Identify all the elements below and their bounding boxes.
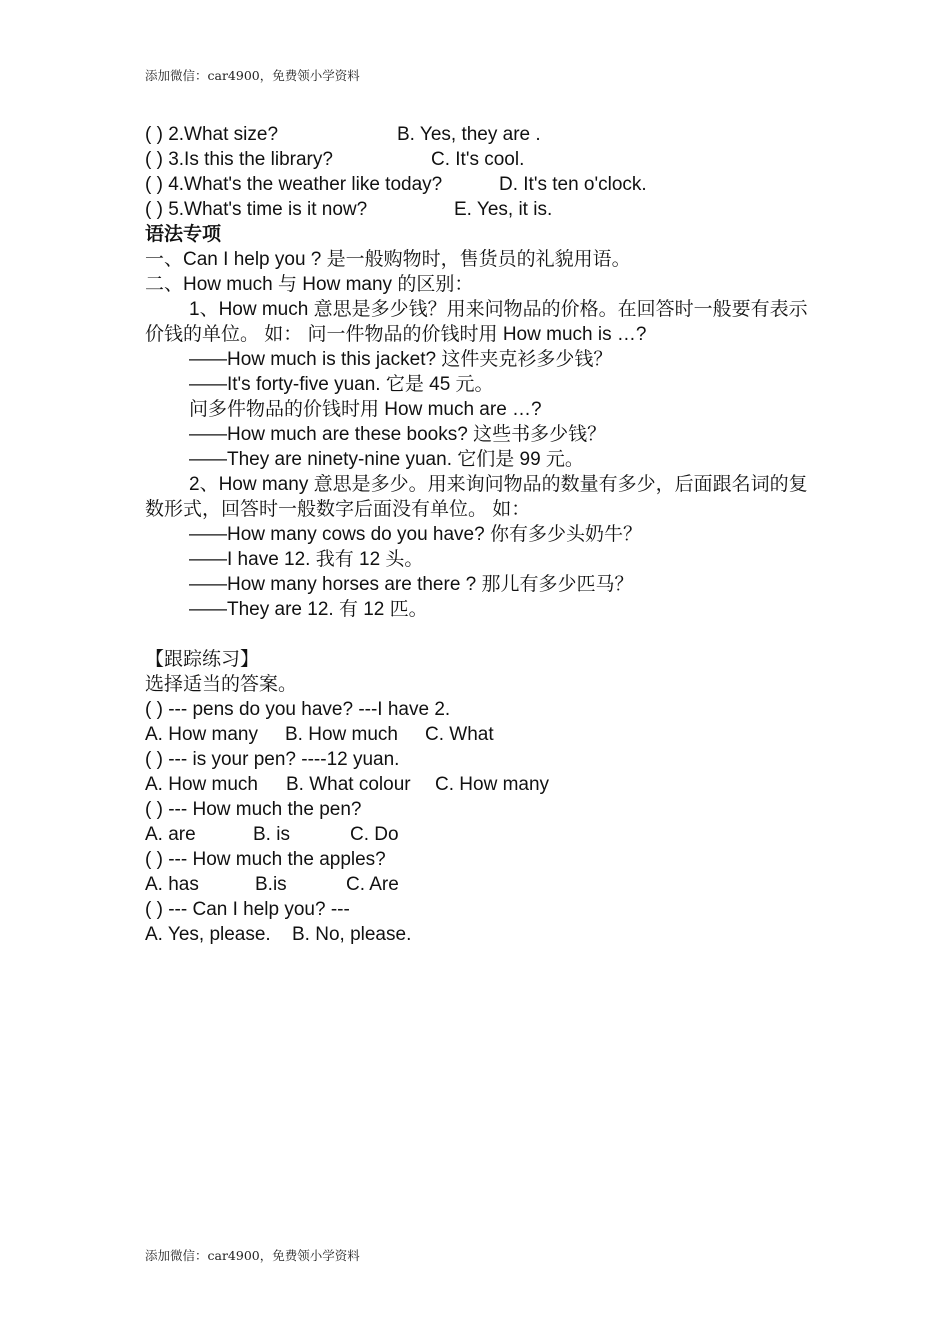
document-body	[145, 122, 813, 947]
matching-question: ( ) 4.What's the weather like today?	[145, 174, 443, 195]
option-b: B. What colour	[286, 774, 411, 795]
page-footer: 添加微信：car4900，免费领小学资料	[145, 1248, 360, 1263]
option-a: A. How much	[145, 774, 258, 795]
example-line: ——How many horses are there ? 那儿有多少匹马？	[189, 574, 634, 595]
example-line: ——They are ninety-nine yuan. 它们是 99 元。	[189, 449, 584, 470]
option-c: C. How many	[435, 774, 550, 795]
option-a: A. How many	[145, 724, 258, 745]
option-b: B. How much	[285, 724, 398, 745]
grammar-point-1: 一、Can I help you ? 是一般购物时，售货员的礼貌用语。	[145, 249, 631, 270]
option-b: B. is	[253, 824, 290, 845]
example-line: ——How many cows do you have? 你有多少头奶牛？	[189, 524, 642, 545]
matching-answer: E. Yes, it is.	[454, 199, 553, 220]
matching-question: ( ) 3.Is this the library?	[145, 149, 333, 170]
matching-row	[145, 122, 813, 147]
practice-question: ( ) --- is your pen? ----12 yuan.	[145, 749, 400, 770]
practice-instruction: 选择适当的答案。	[145, 673, 298, 695]
matching-answer: C. It's cool.	[431, 149, 525, 170]
option-a: A. Yes, please.	[145, 924, 271, 945]
matching-answer: B. Yes, they are .	[397, 124, 541, 145]
matching-answer: D. It's ten o'clock.	[499, 174, 647, 195]
example-line: ——They are 12. 有 12 匹。	[189, 599, 428, 620]
practice-question: ( ) --- Can I help you? ---	[145, 899, 350, 920]
matching-row	[145, 172, 813, 197]
practice-options	[145, 772, 813, 797]
option-a: A. are	[145, 824, 196, 845]
grammar-point-2: 二、How much 与 How many 的区别：	[145, 274, 474, 295]
practice-options	[145, 822, 813, 847]
example-line: ——How much are these books? 这些书多少钱？	[189, 424, 607, 445]
how-much-explanation: 1、How much 意思是多少钱？用来问物品的价格。在回答时一般要有表示价钱的单位。 如： 问一件物品的价钱时用 How much is …?	[145, 299, 808, 345]
matching-row	[145, 147, 813, 172]
practice-question: ( ) --- How much the apples?	[145, 849, 386, 870]
practice-question: ( ) --- pens do you have? ---I have 2.	[145, 699, 451, 720]
practice-options	[145, 872, 813, 897]
grammar-title: 语法专项	[145, 223, 222, 245]
how-many-explanation: 2、How many 意思是多少。用来询问物品的数量有多少，后面跟名词的复数形式，回答时一般数字后面没有单位。 如：	[145, 474, 808, 520]
how-much-plural-note: 问多件物品的价钱时用 How much are …?	[189, 399, 542, 420]
example-line: ——It's forty-five yuan. 它是 45 元。	[189, 374, 494, 395]
option-b: B. No, please.	[292, 924, 412, 945]
practice-question: ( ) --- How much the pen?	[145, 799, 362, 820]
practice-options	[145, 922, 813, 947]
example-line: ——How much is this jacket? 这件夹克衫多少钱？	[189, 349, 613, 370]
example-line: ——I have 12. 我有 12 头。	[189, 549, 424, 570]
practice-options	[145, 722, 813, 747]
matching-row	[145, 197, 813, 222]
option-a: A. has	[145, 874, 199, 895]
option-c: C. What	[425, 724, 494, 745]
page-header: 添加微信：car4900，免费领小学资料	[145, 68, 360, 83]
option-b: B.is	[255, 874, 287, 895]
option-c: C. Are	[346, 874, 399, 895]
practice-title: 【跟踪练习】	[145, 648, 260, 670]
option-c: C. Do	[350, 824, 399, 845]
matching-question: ( ) 5.What's time is it now?	[145, 199, 368, 220]
spacer	[145, 622, 813, 647]
matching-question: ( ) 2.What size?	[145, 124, 279, 145]
